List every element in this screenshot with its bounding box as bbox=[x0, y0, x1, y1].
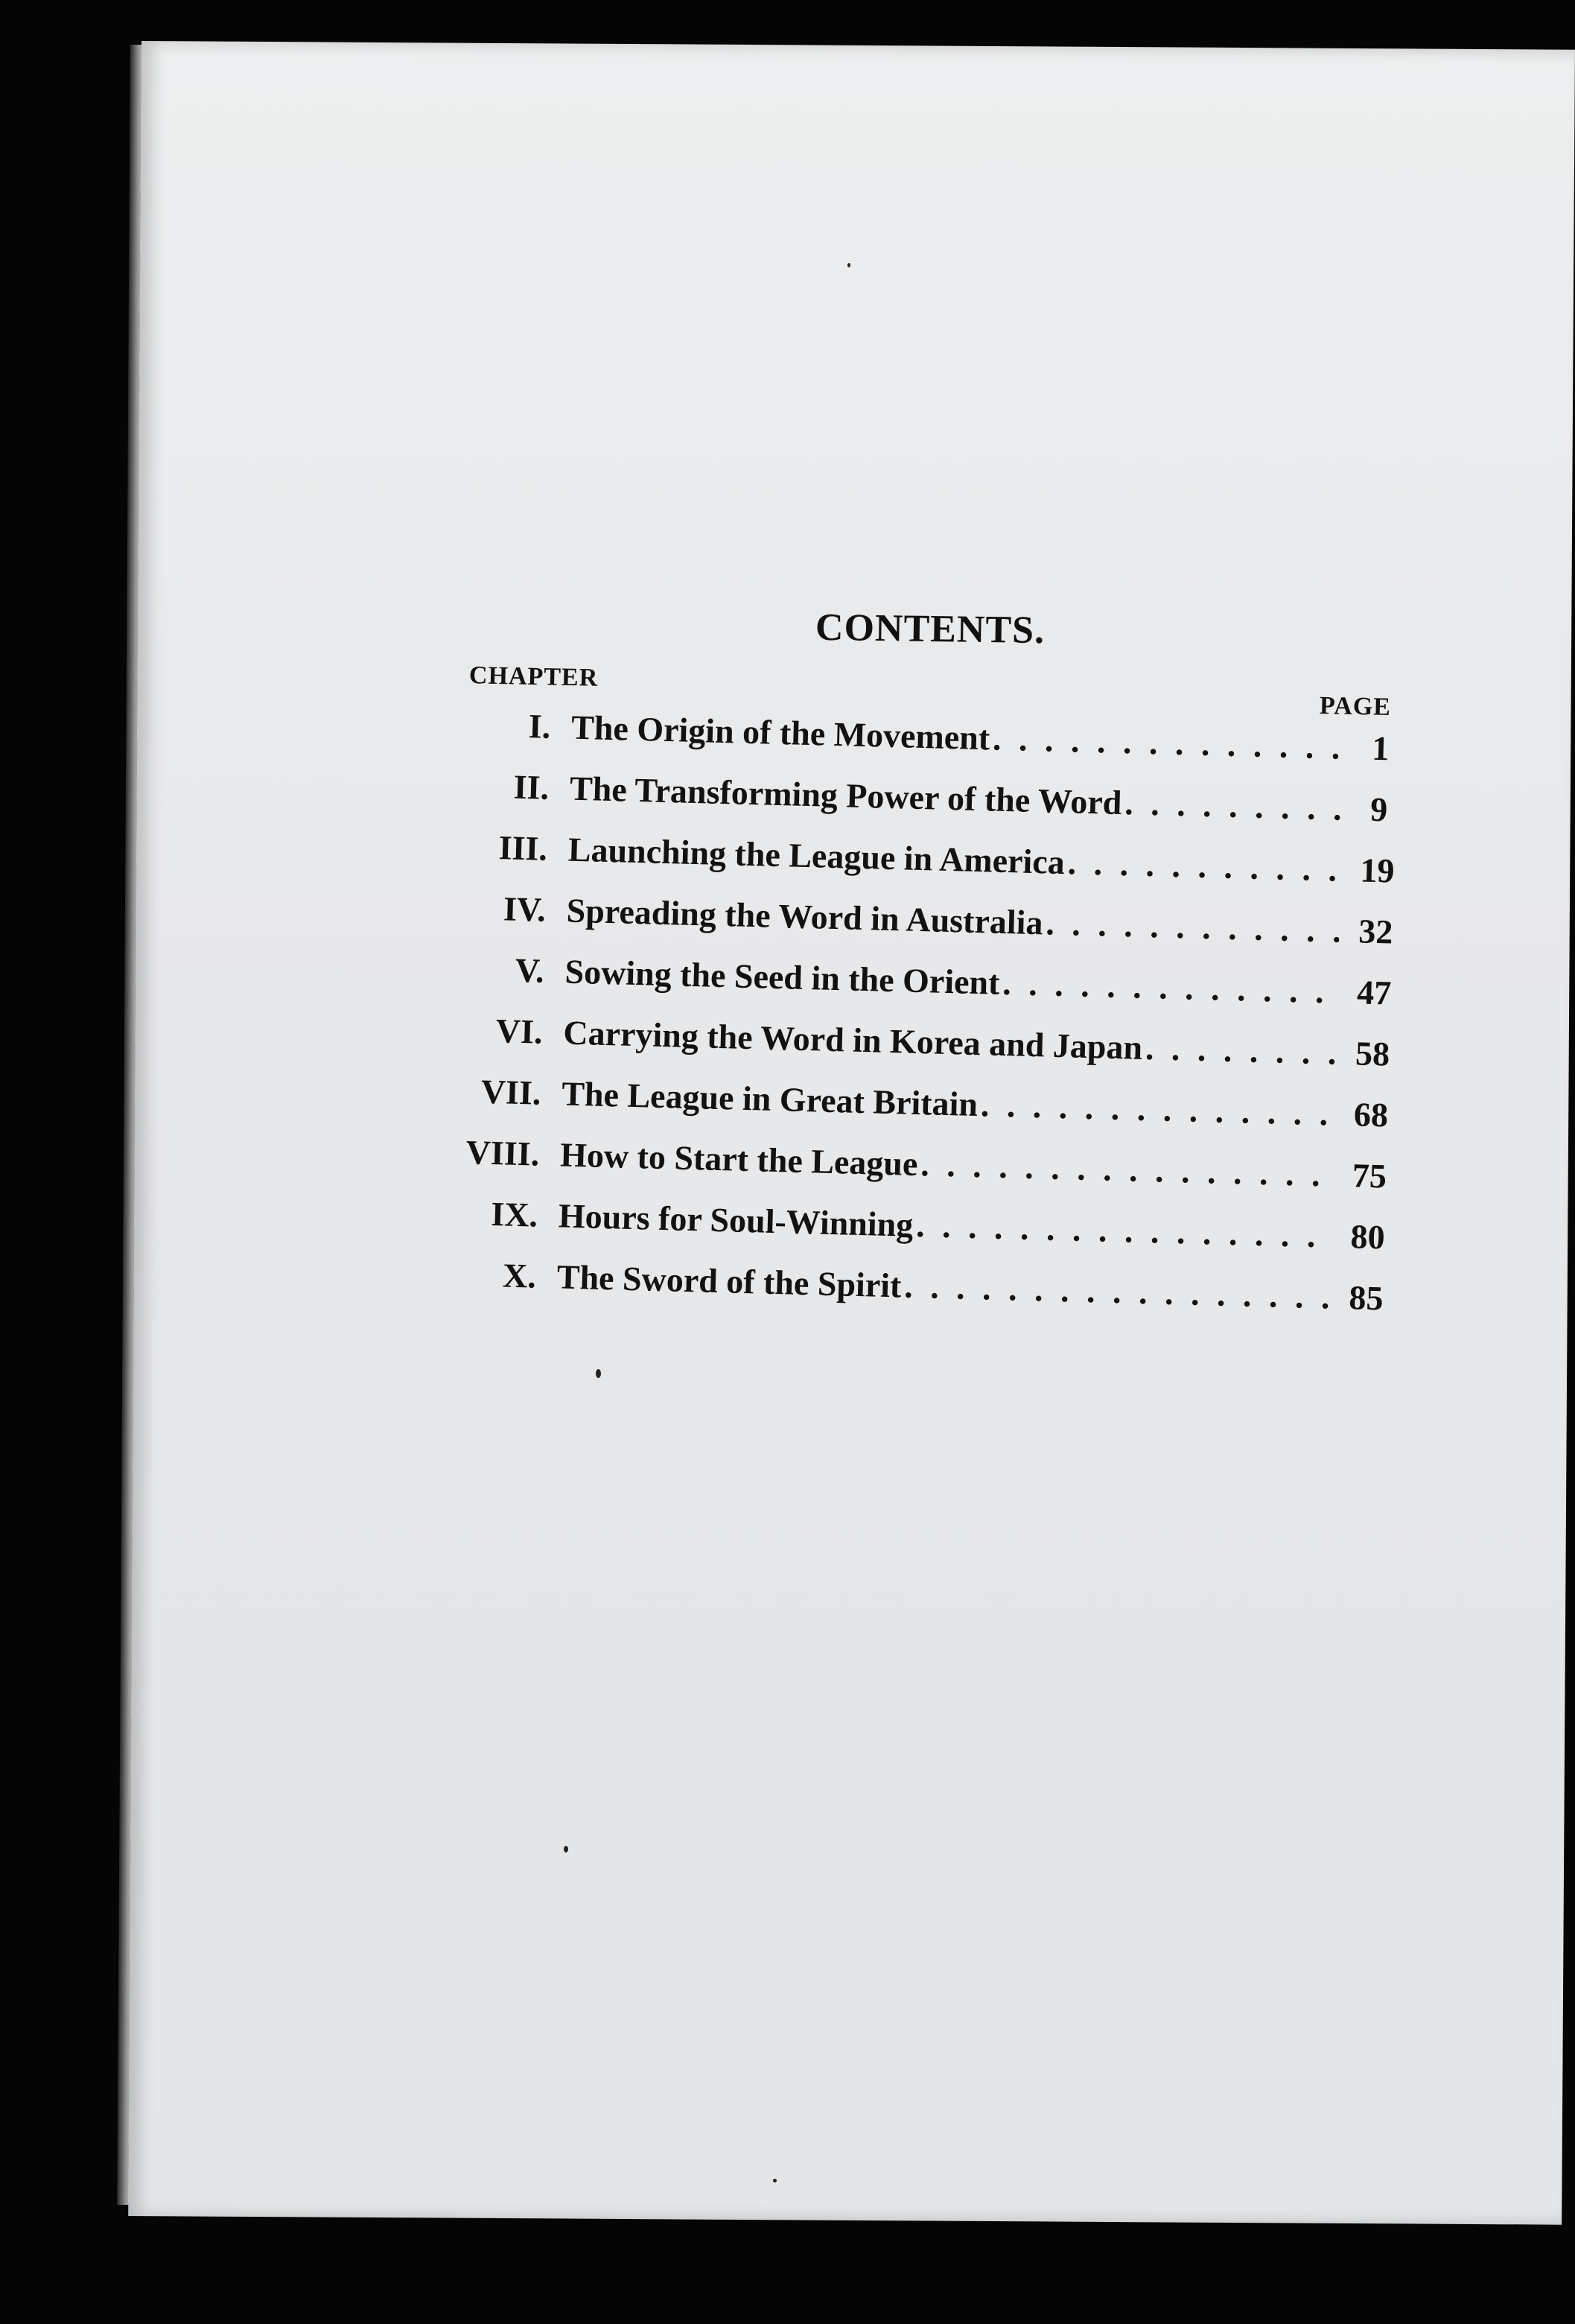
contents-heading: CONTENTS. bbox=[815, 606, 1046, 653]
chapter-number: X. bbox=[502, 1256, 537, 1295]
dot-leader bbox=[980, 1085, 1334, 1133]
page-number: 47 bbox=[1356, 973, 1392, 1012]
chapter-number: IX. bbox=[490, 1195, 538, 1234]
chapter-title: Spreading the Word in Australia bbox=[566, 891, 1044, 942]
dot-leader bbox=[1002, 963, 1338, 1012]
chapter-title: The Origin of the Movement bbox=[570, 708, 990, 758]
chapter-number: VI. bbox=[495, 1012, 544, 1051]
chapter-title: How to Start the League bbox=[559, 1135, 919, 1184]
dot-leader bbox=[1145, 1028, 1336, 1073]
chapter-title: The Sword of the Spirit bbox=[556, 1257, 903, 1305]
page-number: 32 bbox=[1358, 912, 1394, 951]
page-number: 80 bbox=[1350, 1217, 1386, 1257]
chapter-number: VII. bbox=[480, 1072, 542, 1112]
page-number: 85 bbox=[1348, 1278, 1384, 1318]
page-number: 19 bbox=[1359, 851, 1396, 890]
page-number: 68 bbox=[1353, 1095, 1389, 1134]
chapter-number: VIII. bbox=[465, 1133, 540, 1173]
dot-leader bbox=[1067, 842, 1341, 889]
table-of-contents bbox=[424, 704, 1407, 1340]
chapter-column-label: CHAPTER bbox=[468, 661, 599, 692]
chapter-number: V. bbox=[515, 950, 545, 990]
dot-leader bbox=[1046, 903, 1340, 950]
chapter-title: Carrying the Word in Korea and Japan bbox=[562, 1013, 1143, 1067]
chapter-title: Hours for Soul-Winning bbox=[558, 1196, 914, 1244]
ink-speck bbox=[564, 1846, 568, 1852]
page-column-label: PAGE bbox=[1319, 691, 1392, 722]
dot-leader bbox=[992, 718, 1344, 766]
chapter-number: I. bbox=[528, 707, 551, 746]
chapter-title: Sowing the Seed in the Orient bbox=[564, 952, 1001, 1002]
chapter-title: The Transforming Power of the Word bbox=[569, 769, 1123, 822]
chapter-number: III. bbox=[498, 828, 548, 868]
chapter-title: The League in Great Britain bbox=[561, 1074, 979, 1124]
dot-leader bbox=[1124, 783, 1343, 828]
page-number: 58 bbox=[1355, 1034, 1390, 1073]
ink-speck bbox=[847, 263, 850, 267]
chapter-number: IV. bbox=[503, 889, 547, 929]
page-number: 1 bbox=[1371, 728, 1390, 768]
ink-speck bbox=[773, 2179, 777, 2182]
chapter-number: II. bbox=[513, 767, 550, 807]
ink-speck bbox=[596, 1369, 601, 1378]
page-number: 9 bbox=[1369, 790, 1388, 829]
chapter-title: Launching the League in America bbox=[567, 830, 1066, 882]
page-number: 75 bbox=[1352, 1156, 1387, 1196]
